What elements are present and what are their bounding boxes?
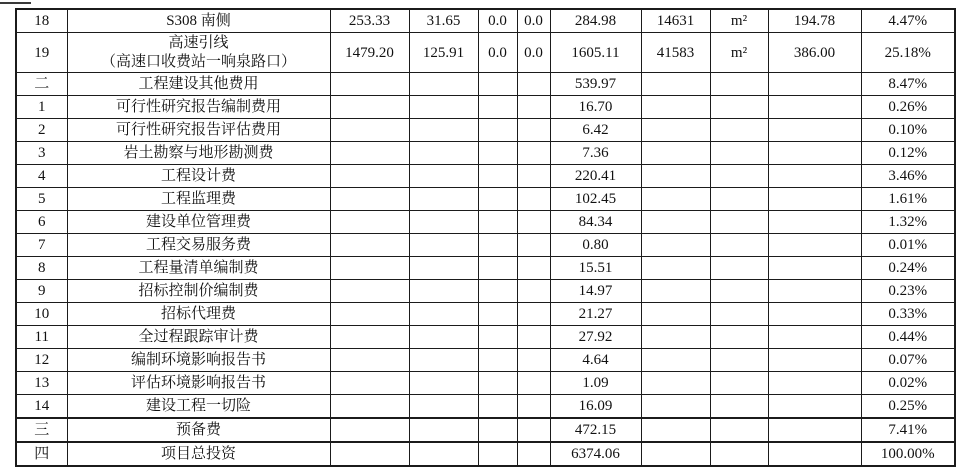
cell-unit-cost bbox=[768, 73, 861, 96]
table-row bbox=[16, 73, 955, 96]
table-row bbox=[16, 9, 955, 33]
cell-unit bbox=[710, 211, 768, 234]
cell-item-name bbox=[67, 165, 330, 188]
cell-unit bbox=[710, 234, 768, 257]
cell-total-cost: 1.09 bbox=[550, 372, 641, 395]
cell-row-number: 11 bbox=[16, 326, 67, 349]
cell-unit bbox=[710, 188, 768, 211]
cell-construction-cost bbox=[330, 211, 409, 234]
cell-row-number: 三 bbox=[16, 418, 67, 442]
cell-row-number: 18 bbox=[16, 9, 67, 33]
table-row bbox=[16, 119, 955, 142]
cell-unit-cost bbox=[768, 442, 861, 466]
cell-total-cost: 4.64 bbox=[550, 349, 641, 372]
cell-item-name bbox=[67, 395, 330, 419]
cell-percentage: 0.25% bbox=[861, 395, 955, 419]
cell-construction-cost bbox=[330, 442, 409, 466]
cell-construction-cost bbox=[330, 372, 409, 395]
cell-quantity bbox=[641, 303, 710, 326]
cell-unit bbox=[710, 165, 768, 188]
table-row bbox=[16, 326, 955, 349]
cell-cost-a bbox=[478, 257, 517, 280]
cell-cost-a bbox=[478, 280, 517, 303]
cell-row-number: 6 bbox=[16, 211, 67, 234]
cell-construction-cost: 253.33 bbox=[330, 9, 409, 33]
table-row bbox=[16, 303, 955, 326]
cell-cost-b bbox=[517, 119, 550, 142]
cell-total-cost: 16.70 bbox=[550, 96, 641, 119]
item-name-text: 建设单位管理费 bbox=[145, 213, 251, 230]
cell-unit-cost bbox=[768, 372, 861, 395]
item-name-text: 岩土勘察与地形勘测费 bbox=[123, 144, 274, 161]
cell-unit-cost bbox=[768, 303, 861, 326]
item-name-text: 编制环境影响报告书 bbox=[130, 351, 266, 368]
cell-unit bbox=[710, 442, 768, 466]
cell-cost-b: 0.0 bbox=[517, 33, 550, 73]
item-name-text: 可行性研究报告编制费用 bbox=[115, 98, 281, 115]
cell-percentage: 0.12% bbox=[861, 142, 955, 165]
cell-construction-cost bbox=[330, 188, 409, 211]
cell-percentage: 4.47% bbox=[861, 9, 955, 33]
cell-unit bbox=[710, 119, 768, 142]
cell-cost-b bbox=[517, 349, 550, 372]
cell-total-cost: 220.41 bbox=[550, 165, 641, 188]
cell-percentage: 0.24% bbox=[861, 257, 955, 280]
cell-unit bbox=[710, 372, 768, 395]
cell-row-number: 4 bbox=[16, 165, 67, 188]
cell-installation-cost bbox=[409, 349, 478, 372]
cell-quantity bbox=[641, 326, 710, 349]
cell-construction-cost: 1479.20 bbox=[330, 33, 409, 73]
cell-item-name bbox=[67, 257, 330, 280]
cell-total-cost: 0.80 bbox=[550, 234, 641, 257]
cell-total-cost: 16.09 bbox=[550, 395, 641, 419]
item-name-text: 可行性研究报告评估费用 bbox=[115, 121, 281, 138]
cell-row-number: 19 bbox=[16, 33, 67, 73]
cell-row-number: 10 bbox=[16, 303, 67, 326]
cell-row-number: 二 bbox=[16, 73, 67, 96]
cell-unit-cost: 386.00 bbox=[768, 33, 861, 73]
cell-cost-a bbox=[478, 96, 517, 119]
cell-installation-cost bbox=[409, 234, 478, 257]
cell-installation-cost bbox=[409, 211, 478, 234]
cell-installation-cost bbox=[409, 96, 478, 119]
cell-installation-cost: 125.91 bbox=[409, 33, 478, 73]
item-name-text: 工程监理费 bbox=[160, 190, 236, 207]
item-name-text-line2: （高速口收费站一响泉路口） bbox=[100, 53, 296, 70]
cell-quantity bbox=[641, 280, 710, 303]
cell-cost-b bbox=[517, 418, 550, 442]
item-name-text: 全过程跟踪审计费 bbox=[138, 328, 259, 345]
cell-unit-cost bbox=[768, 280, 861, 303]
cell-row-number: 12 bbox=[16, 349, 67, 372]
cell-quantity bbox=[641, 349, 710, 372]
cell-cost-a bbox=[478, 165, 517, 188]
cell-quantity: 14631 bbox=[641, 9, 710, 33]
cell-cost-b bbox=[517, 442, 550, 466]
cell-item-name bbox=[67, 303, 330, 326]
cell-installation-cost bbox=[409, 73, 478, 96]
cell-cost-b bbox=[517, 395, 550, 419]
cell-unit-cost bbox=[768, 165, 861, 188]
cell-cost-b bbox=[517, 142, 550, 165]
cell-unit bbox=[710, 257, 768, 280]
cell-percentage: 0.02% bbox=[861, 372, 955, 395]
table-row bbox=[16, 165, 955, 188]
cell-cost-b bbox=[517, 280, 550, 303]
cell-total-cost: 472.15 bbox=[550, 418, 641, 442]
item-name-text: 工程量清单编制费 bbox=[138, 259, 259, 276]
cell-cost-a bbox=[478, 303, 517, 326]
cell-installation-cost bbox=[409, 442, 478, 466]
cell-item-name bbox=[67, 234, 330, 257]
cell-item-name bbox=[67, 349, 330, 372]
cell-item-name bbox=[67, 280, 330, 303]
cell-construction-cost bbox=[330, 96, 409, 119]
cell-unit: m² bbox=[710, 9, 768, 33]
cell-unit bbox=[710, 395, 768, 419]
cell-item-name bbox=[67, 326, 330, 349]
cell-cost-a bbox=[478, 188, 517, 211]
cell-row-number: 3 bbox=[16, 142, 67, 165]
cell-installation-cost bbox=[409, 326, 478, 349]
cell-percentage: 100.00% bbox=[861, 442, 955, 466]
cell-construction-cost bbox=[330, 418, 409, 442]
cell-total-cost: 6374.06 bbox=[550, 442, 641, 466]
cell-cost-b: 0.0 bbox=[517, 9, 550, 33]
cell-total-cost: 14.97 bbox=[550, 280, 641, 303]
cell-total-cost: 6.42 bbox=[550, 119, 641, 142]
cell-unit-cost: 194.78 bbox=[768, 9, 861, 33]
cell-row-number: 2 bbox=[16, 119, 67, 142]
cell-total-cost: 84.34 bbox=[550, 211, 641, 234]
cell-cost-b bbox=[517, 96, 550, 119]
cell-installation-cost bbox=[409, 280, 478, 303]
table-row bbox=[16, 395, 955, 419]
cell-cost-a bbox=[478, 234, 517, 257]
cell-total-cost: 284.98 bbox=[550, 9, 641, 33]
cell-unit bbox=[710, 349, 768, 372]
cell-quantity bbox=[641, 142, 710, 165]
cell-cost-a bbox=[478, 442, 517, 466]
table-body bbox=[16, 9, 955, 466]
cell-installation-cost: 31.65 bbox=[409, 9, 478, 33]
item-name-text: 预备费 bbox=[175, 421, 221, 438]
cell-item-name bbox=[67, 211, 330, 234]
cell-row-number: 14 bbox=[16, 395, 67, 419]
table-row bbox=[16, 211, 955, 234]
cell-construction-cost bbox=[330, 142, 409, 165]
cell-cost-b bbox=[517, 372, 550, 395]
cell-installation-cost bbox=[409, 372, 478, 395]
cell-percentage: 25.18% bbox=[861, 33, 955, 73]
table-row bbox=[16, 33, 955, 73]
cell-row-number: 9 bbox=[16, 280, 67, 303]
cell-construction-cost bbox=[330, 73, 409, 96]
cell-item-name bbox=[67, 188, 330, 211]
cell-cost-a bbox=[478, 372, 517, 395]
cell-row-number: 13 bbox=[16, 372, 67, 395]
cell-installation-cost bbox=[409, 395, 478, 419]
cell-item-name bbox=[67, 142, 330, 165]
cell-cost-b bbox=[517, 326, 550, 349]
cell-unit: m² bbox=[710, 33, 768, 73]
item-name-text: 项目总投资 bbox=[160, 445, 236, 462]
cost-summary-table bbox=[15, 8, 956, 467]
cell-percentage: 3.46% bbox=[861, 165, 955, 188]
cell-cost-b bbox=[517, 211, 550, 234]
table-row bbox=[16, 234, 955, 257]
cell-quantity bbox=[641, 165, 710, 188]
cell-cost-b bbox=[517, 165, 550, 188]
cell-construction-cost bbox=[330, 280, 409, 303]
cell-quantity bbox=[641, 188, 710, 211]
cell-cost-a bbox=[478, 142, 517, 165]
item-name-text: S308 南侧 bbox=[166, 12, 231, 29]
cell-unit-cost bbox=[768, 326, 861, 349]
cell-item-name bbox=[67, 73, 330, 96]
cell-quantity bbox=[641, 119, 710, 142]
cell-percentage: 7.41% bbox=[861, 418, 955, 442]
cell-cost-a bbox=[478, 326, 517, 349]
cell-row-number: 1 bbox=[16, 96, 67, 119]
cell-percentage: 8.47% bbox=[861, 73, 955, 96]
cell-installation-cost bbox=[409, 119, 478, 142]
item-name-text: 工程设计费 bbox=[160, 167, 236, 184]
cell-unit bbox=[710, 73, 768, 96]
table-row bbox=[16, 418, 955, 442]
cell-total-cost: 102.45 bbox=[550, 188, 641, 211]
cell-cost-b bbox=[517, 188, 550, 211]
cell-construction-cost bbox=[330, 257, 409, 280]
cell-installation-cost bbox=[409, 303, 478, 326]
table-row bbox=[16, 372, 955, 395]
cell-installation-cost bbox=[409, 188, 478, 211]
cell-construction-cost bbox=[330, 326, 409, 349]
cell-quantity bbox=[641, 418, 710, 442]
cell-row-number: 7 bbox=[16, 234, 67, 257]
table-row bbox=[16, 257, 955, 280]
cell-item-name bbox=[67, 372, 330, 395]
cell-total-cost: 1605.11 bbox=[550, 33, 641, 73]
cell-unit bbox=[710, 326, 768, 349]
cell-cost-a bbox=[478, 395, 517, 419]
cell-cost-b bbox=[517, 234, 550, 257]
cell-row-number: 四 bbox=[16, 442, 67, 466]
cell-percentage: 0.07% bbox=[861, 349, 955, 372]
scan-artifact-dash bbox=[0, 2, 31, 4]
cell-construction-cost bbox=[330, 119, 409, 142]
cell-cost-a bbox=[478, 349, 517, 372]
cell-cost-a: 0.0 bbox=[478, 33, 517, 73]
cell-construction-cost bbox=[330, 349, 409, 372]
cell-quantity bbox=[641, 234, 710, 257]
cell-row-number: 8 bbox=[16, 257, 67, 280]
cell-unit bbox=[710, 142, 768, 165]
item-name-text: 工程建设其他费用 bbox=[138, 75, 259, 92]
cell-item-name bbox=[67, 96, 330, 119]
cell-percentage: 0.10% bbox=[861, 119, 955, 142]
cell-installation-cost bbox=[409, 142, 478, 165]
cell-percentage: 1.61% bbox=[861, 188, 955, 211]
cell-item-name bbox=[67, 119, 330, 142]
item-name-text: 工程交易服务费 bbox=[145, 236, 251, 253]
cell-item-name bbox=[67, 418, 330, 442]
cell-row-number: 5 bbox=[16, 188, 67, 211]
cell-total-cost: 27.92 bbox=[550, 326, 641, 349]
cell-cost-b bbox=[517, 303, 550, 326]
cell-total-cost: 539.97 bbox=[550, 73, 641, 96]
cell-construction-cost bbox=[330, 234, 409, 257]
cell-cost-a bbox=[478, 211, 517, 234]
cell-quantity bbox=[641, 257, 710, 280]
cell-construction-cost bbox=[330, 395, 409, 419]
item-name-text: 招标控制价编制费 bbox=[138, 282, 259, 299]
cell-quantity bbox=[641, 73, 710, 96]
cell-total-cost: 15.51 bbox=[550, 257, 641, 280]
cell-quantity: 41583 bbox=[641, 33, 710, 73]
cell-unit-cost bbox=[768, 119, 861, 142]
cell-unit-cost bbox=[768, 349, 861, 372]
cell-item-name bbox=[67, 442, 330, 466]
cell-percentage: 0.23% bbox=[861, 280, 955, 303]
cell-total-cost: 21.27 bbox=[550, 303, 641, 326]
table-row bbox=[16, 96, 955, 119]
cell-installation-cost bbox=[409, 257, 478, 280]
cell-unit bbox=[710, 280, 768, 303]
cell-installation-cost bbox=[409, 165, 478, 188]
cell-unit bbox=[710, 303, 768, 326]
cell-quantity bbox=[641, 442, 710, 466]
cell-percentage: 0.33% bbox=[861, 303, 955, 326]
cell-unit-cost bbox=[768, 395, 861, 419]
cell-cost-a bbox=[478, 73, 517, 96]
cell-quantity bbox=[641, 211, 710, 234]
cell-quantity bbox=[641, 395, 710, 419]
cell-unit-cost bbox=[768, 96, 861, 119]
cell-total-cost: 7.36 bbox=[550, 142, 641, 165]
item-name-text: 建设工程一切险 bbox=[145, 397, 251, 414]
table-row bbox=[16, 142, 955, 165]
cell-cost-b bbox=[517, 257, 550, 280]
cell-installation-cost bbox=[409, 418, 478, 442]
cell-cost-a bbox=[478, 418, 517, 442]
item-name-text: 评估环境影响报告书 bbox=[130, 374, 266, 391]
cell-cost-a: 0.0 bbox=[478, 9, 517, 33]
cell-cost-a bbox=[478, 119, 517, 142]
cell-cost-b bbox=[517, 73, 550, 96]
cell-construction-cost bbox=[330, 165, 409, 188]
cell-unit-cost bbox=[768, 257, 861, 280]
item-name-text: 招标代理费 bbox=[160, 305, 236, 322]
cell-percentage: 0.26% bbox=[861, 96, 955, 119]
cell-unit-cost bbox=[768, 234, 861, 257]
cell-construction-cost bbox=[330, 303, 409, 326]
cell-item-name bbox=[67, 33, 330, 73]
cell-unit bbox=[710, 418, 768, 442]
cell-unit bbox=[710, 96, 768, 119]
cell-unit-cost bbox=[768, 211, 861, 234]
cell-percentage: 0.44% bbox=[861, 326, 955, 349]
cell-unit-cost bbox=[768, 418, 861, 442]
table-row bbox=[16, 280, 955, 303]
table-row bbox=[16, 349, 955, 372]
cell-unit-cost bbox=[768, 188, 861, 211]
cell-item-name bbox=[67, 9, 330, 33]
table-row bbox=[16, 188, 955, 211]
cell-percentage: 0.01% bbox=[861, 234, 955, 257]
item-name-text: 高速引线 bbox=[168, 34, 229, 51]
cell-unit-cost bbox=[768, 142, 861, 165]
cell-quantity bbox=[641, 96, 710, 119]
table-row bbox=[16, 442, 955, 466]
cell-percentage: 1.32% bbox=[861, 211, 955, 234]
cell-quantity bbox=[641, 372, 710, 395]
